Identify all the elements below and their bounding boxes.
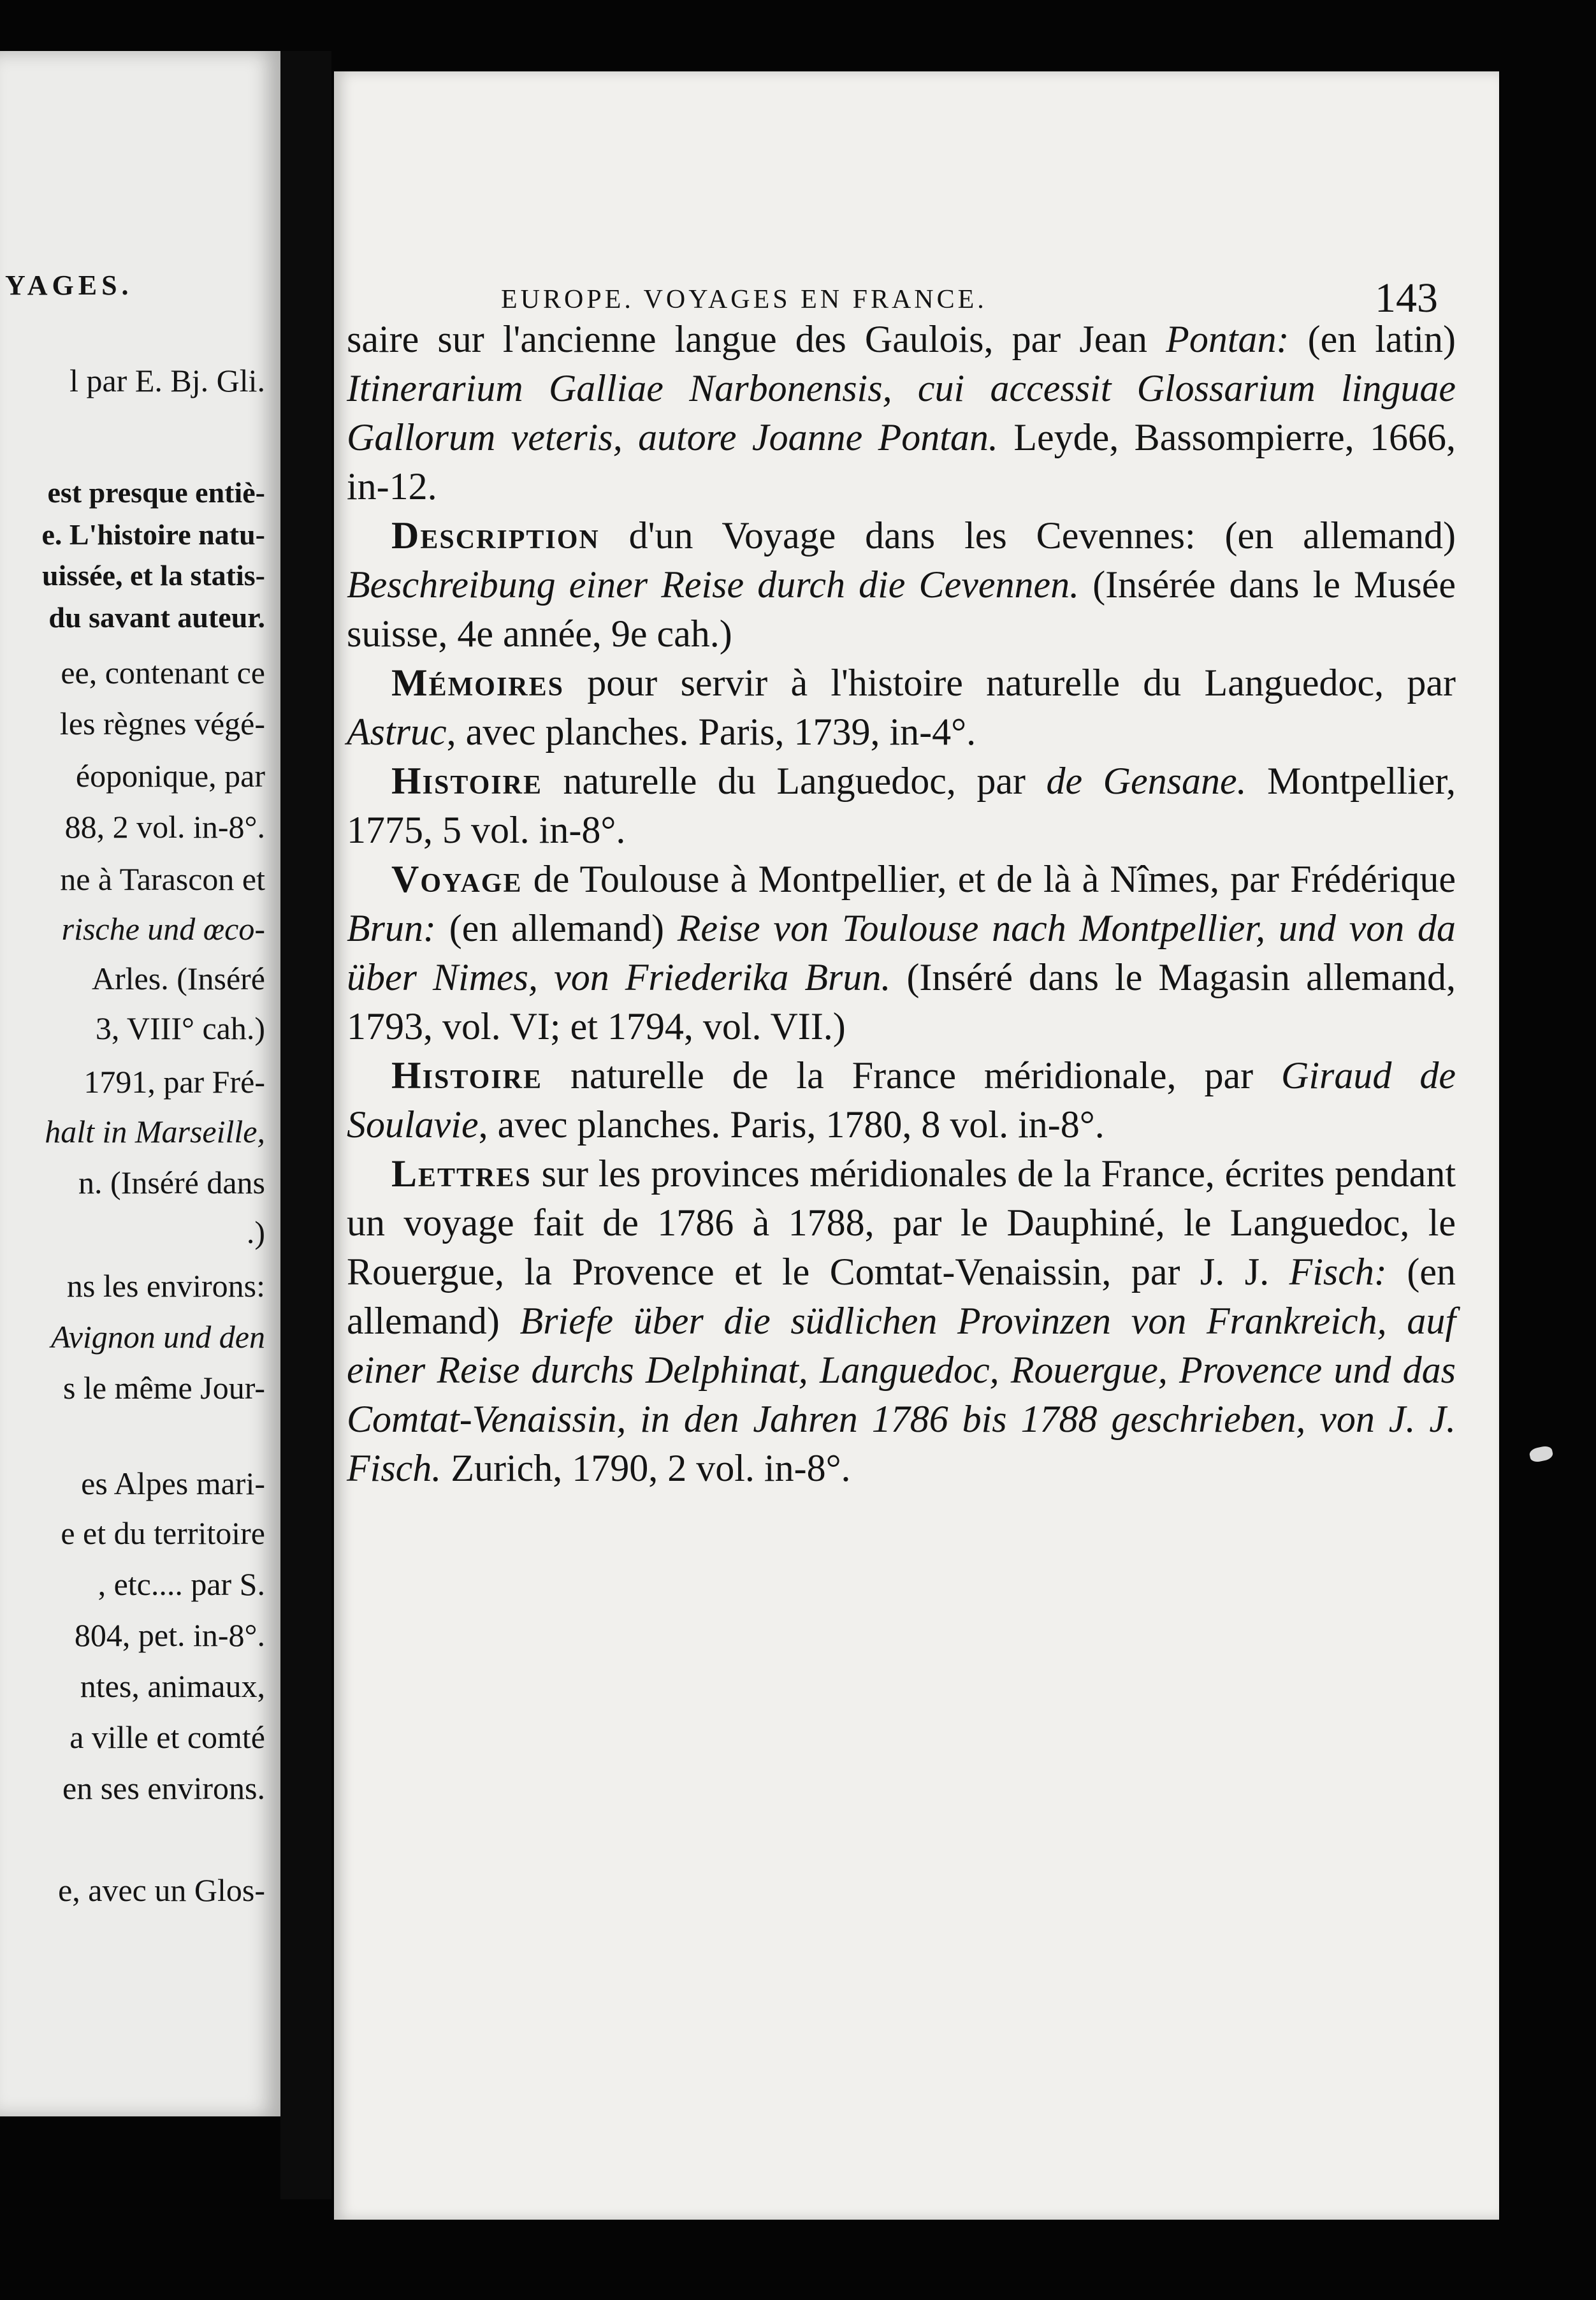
- author-name: Astruc: [347, 711, 447, 753]
- left-page-line: e, avec un Glos-: [58, 1872, 265, 1908]
- continuation-paragraph: saire sur l'ancienne langue des Gaulois, par Jean Pontan: (en latin) Itinerarium Galliae Narbonensis, cui accessit Glossarium linguae Gallorum veteris, autore Joanne Pontan. Leyde, Bassompierre, 1666, in-12.: [347, 318, 1456, 507]
- author-name: de Gensane.: [1046, 760, 1247, 802]
- left-page-line: ntes, animaux,: [80, 1668, 265, 1704]
- left-page-line: es Alpes mari-: [81, 1466, 265, 1501]
- entry-keyword: Histoire: [391, 760, 542, 802]
- left-page-line: , etc.... par S.: [98, 1566, 265, 1602]
- left-page-line: éoponique, par: [75, 758, 265, 794]
- page-number: 143: [1375, 275, 1438, 321]
- entry-keyword: Description: [391, 514, 600, 557]
- running-title: EUROPE. VOYAGES EN FRANCE.: [501, 285, 987, 314]
- page-body: [347, 315, 1456, 1493]
- left-page-line: .): [246, 1214, 265, 1250]
- left-page-line: les règnes végé-: [59, 706, 265, 741]
- work-title: Reise von Toulouse nach Montpellier, und von da über Nimes, von Friederika Brun.: [347, 907, 1456, 998]
- bibliography-entry: Histoire naturelle de la France méridionale, par Giraud de Soulavie, avec planches. Paris, 1780, 8 vol. in-8°.: [347, 1054, 1456, 1146]
- entry-keyword: Mémoires: [391, 662, 565, 704]
- left-facing-page: [0, 51, 280, 2116]
- left-page-line: ne à Tarascon et: [60, 861, 265, 897]
- left-page-line: l par E. Bj. Gli.: [69, 363, 265, 398]
- work-title: Itinerarium Galliae Narbonensis, cui accessit Glossarium linguae Gallorum veteris, autore Joanne Pontan.: [347, 367, 1456, 458]
- left-page-line: 3, VIII° cah.): [95, 1010, 265, 1046]
- left-page-line: halt in Marseille,: [45, 1114, 265, 1149]
- bibliography-entry: Lettres sur les provinces méridionales de la France, écrites pendant un voyage fait de 1786 à 1788, par le Dauphiné, le Languedoc, le Rouergue, la Provence et le Comtat-Venaissin, par J. J. Fisch: (en allemand) Briefe über die südlichen Provinzen von Frankreich, auf einer Reise durchs Delphinat, Languedoc, Rouergue, Provence und das Comtat-Venaissin, in den Jahren 1786 bis 1788 geschrieben, von J. J. Fisch. Zurich, 1790, 2 vol. in-8°.: [347, 1153, 1456, 1489]
- bibliography-entry: Mémoires pour servir à l'histoire naturelle du Languedoc, par Astruc, avec planches. Paris, 1739, in-4°.: [347, 662, 1456, 753]
- book-gutter: [280, 51, 331, 2199]
- left-page-line: uissée, et la statis-: [41, 559, 265, 592]
- author-name: Giraud de Soulavie: [347, 1054, 1456, 1146]
- bibliography-entry: Histoire naturelle du Languedoc, par de Gensane. Montpellier, 1775, 5 vol. in-8°.: [347, 760, 1456, 851]
- bibliography-entry: Description d'un Voyage dans les Cevennes: (en allemand) Beschreibung einer Reise durch die Cevennen. (Insérée dans le Musée suisse, 4e année, 9e cah.): [347, 514, 1456, 655]
- entry-keyword: Lettres: [391, 1153, 532, 1195]
- entry-keyword: Voyage: [391, 858, 523, 900]
- left-page-line: a ville et comté: [69, 1719, 265, 1755]
- left-page-line: n. (Inséré dans: [78, 1165, 265, 1200]
- left-page-line: ee, contenant ce: [61, 655, 265, 690]
- left-page-line: rische und œco-: [61, 911, 265, 947]
- left-page-line: en ses environs.: [62, 1770, 265, 1806]
- left-running-head: YAGES.: [5, 270, 133, 301]
- right-page: [334, 71, 1499, 2220]
- author-name: Fisch:: [1289, 1251, 1387, 1293]
- left-page-line: du savant auteur.: [48, 601, 265, 634]
- left-page-line: e. L'histoire natu-: [41, 518, 265, 551]
- running-head: [501, 274, 1438, 319]
- work-title: Beschreibung einer Reise durch die Cevennen.: [347, 564, 1080, 606]
- entry-keyword: Histoire: [391, 1054, 542, 1096]
- bibliography-entry: Voyage de Toulouse à Montpellier, et de là à Nîmes, par Frédérique Brun: (en allemand) Reise von Toulouse nach Montpellier, und von da über Nimes, von Friederika Brun. (Inséré dans le Magasin allemand, 1793, vol. VI; et 1794, vol. VII.): [347, 858, 1456, 1047]
- left-page-line: e et du territoire: [61, 1515, 265, 1551]
- left-page-line: Avignon und den: [50, 1319, 265, 1355]
- author-name: Pontan:: [1166, 318, 1289, 360]
- work-title: Briefe über die südlichen Provinzen von Frankreich, auf einer Reise durchs Delphinat, Languedoc, Rouergue, Provence und das Comtat-Venaissin, in den Jahren 1786 bis 1788 geschrieben, von J. J. Fisch.: [347, 1300, 1456, 1489]
- left-page-line: 88, 2 vol. in-8°.: [64, 809, 265, 845]
- left-page-line: 804, pet. in-8°.: [74, 1617, 265, 1653]
- left-page-line: ns les environs:: [66, 1268, 265, 1304]
- left-page-line: 1791, par Fré-: [83, 1064, 265, 1100]
- left-page-line: s le même Jour-: [63, 1370, 265, 1406]
- scan-speck: [1528, 1445, 1554, 1463]
- author-name: Brun:: [347, 907, 436, 949]
- left-page-line: est presque entiè-: [47, 476, 265, 509]
- left-page-line: Arles. (Inséré: [91, 961, 265, 996]
